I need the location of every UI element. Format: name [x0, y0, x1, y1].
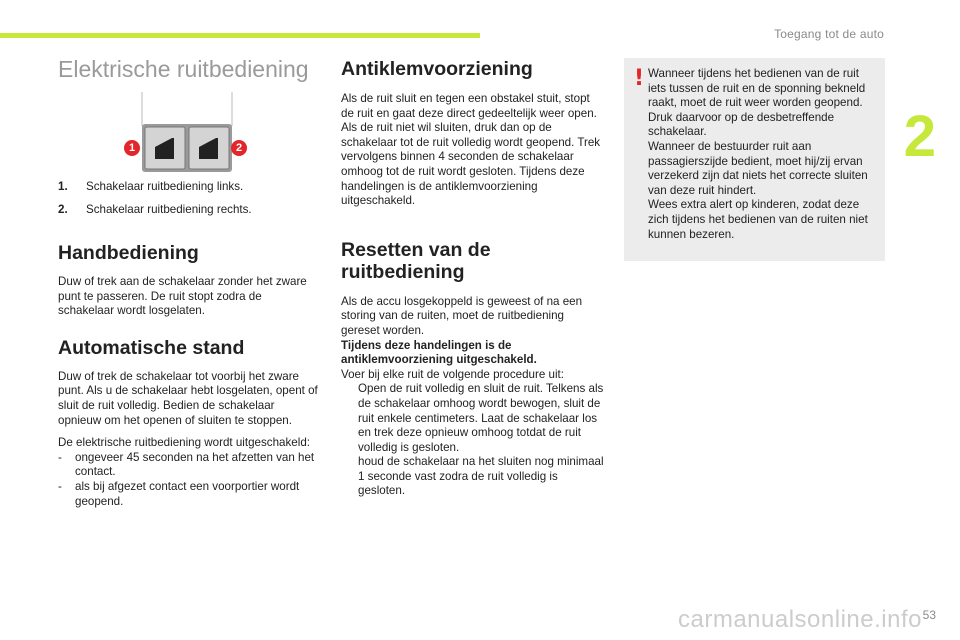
callout-2-label: 2: [235, 142, 243, 154]
paragraph: Duw of trek de schakelaar tot voorbij het zware punt. Als u de schakelaar hebt losgelaten, opent of sluit de ruit volledig. Bedien de schakelaar opnieuw om het openen of sluiten te stoppen.: [58, 369, 318, 427]
dash-mark: -: [58, 479, 62, 493]
warning-box: [624, 58, 885, 261]
list-text: Open de ruit volledig en sluit de ruit. Telkens als de schakelaar omhoog wordt bewogen, sluit de ruit enkele centimeters. Laat de schakelaar los en trek deze opnieuw omhoog totdat de ruit volledig is gesloten.: [358, 382, 604, 454]
heading-line: Resetten van de: [341, 238, 491, 261]
list-text: houd de schakelaar na het sluiten nog minimaal 1 seconde vast zodra de ruit volledig is gesloten.: [358, 455, 604, 498]
paragraph: Als de ruit niet wil sluiten, druk dan op de schakelaar tot de ruit volledig wordt geopend. Trek vervolgens binnen 4 seconden de schakelaar omhoog tot de ruit wordt gesloten. Tijdens deze handelingen is de antiklemvoorziening uitgeschakeld.: [341, 121, 601, 208]
dash-list: [58, 451, 320, 509]
callout-2-badge: [231, 140, 247, 156]
list-text: Schakelaar ruitbediening rechts.: [86, 203, 252, 216]
bold-paragraph: Tijdens deze handelingen is de antiklemvoorziening uitgeschakeld.: [341, 338, 537, 367]
page-title: Elektrische ruitbediening: [58, 56, 309, 82]
list-item: [341, 382, 605, 455]
page-number: 53: [922, 608, 936, 622]
section-heading-antiklem: Antiklemvoorziening: [341, 58, 533, 80]
warning-paragraph: Wees extra alert op kinderen, zodat deze zich tijdens het bedienen van de ruiten niet kunnen bezeren.: [648, 198, 868, 241]
chapter-accent-bar: [0, 33, 480, 38]
paragraph: Duw of trek aan de schakelaar zonder het zware punt te passeren. De ruit stopt zodra de schakelaar wordt losgelaten.: [58, 275, 307, 318]
dash-mark: -: [58, 450, 62, 464]
window-switch-illustration: [124, 88, 250, 176]
warning-text: [648, 67, 880, 242]
list-number: 2.: [58, 203, 68, 216]
middle-column: [341, 58, 605, 499]
warning-paragraph: Wanneer de bestuurder ruit aan passagierszijde bedient, moet hij/zij ervan verzekerd zijn dat niets het correcte sluiten van deze ruit hindert.: [648, 139, 868, 197]
heading-line: ruitbediening: [341, 260, 465, 283]
section-heading-automatisch: Automatische stand: [58, 336, 245, 359]
list-text: als bij afgezet contact een voorportier wordt geopend.: [75, 479, 300, 508]
watermark-logo: carmanualsonline.info: [678, 606, 922, 633]
paragraph: Voer bij elke ruit de volgende procedure uit:: [341, 367, 564, 381]
section-heading-handbediening: Handbediening: [58, 242, 199, 264]
list-item: [58, 451, 320, 480]
list-number: 1.: [58, 180, 68, 193]
list-item: [58, 480, 320, 509]
warning-paragraph: Wanneer tijdens het bedienen van de ruit iets tussen de ruit en de sponning bekneld raakt, moet de ruit weer worden geopend. Druk daarvoor op de desbetreffende schakelaar.: [648, 67, 866, 139]
paragraph: De elektrische ruitbediening wordt uitgeschakeld:: [58, 436, 310, 450]
section-heading-resetten: [341, 239, 605, 283]
left-column: [58, 242, 320, 509]
list-item: [58, 180, 243, 193]
list-text: Schakelaar ruitbediening links.: [86, 180, 244, 193]
list-text: ongeveer 45 seconden na het afzetten van het contact.: [75, 450, 315, 479]
list-item: [58, 203, 252, 216]
list-item: [341, 455, 605, 499]
chapter-title: Toegang tot de auto: [774, 27, 884, 41]
chapter-number: 2: [903, 104, 936, 169]
procedure-list: [341, 382, 605, 499]
callout-1-label: 1: [128, 142, 136, 154]
warning-icon: !: [634, 66, 645, 91]
callout-1-badge: [124, 140, 140, 156]
paragraph: Als de accu losgekoppeld is geweest of na een storing van de ruiten, moet de ruitbediening gereset worden.: [341, 294, 583, 337]
paragraph: Als de ruit sluit en tegen een obstakel stuit, stopt de ruit en gaat deze direct gedeeltelijk weer open.: [341, 92, 597, 120]
